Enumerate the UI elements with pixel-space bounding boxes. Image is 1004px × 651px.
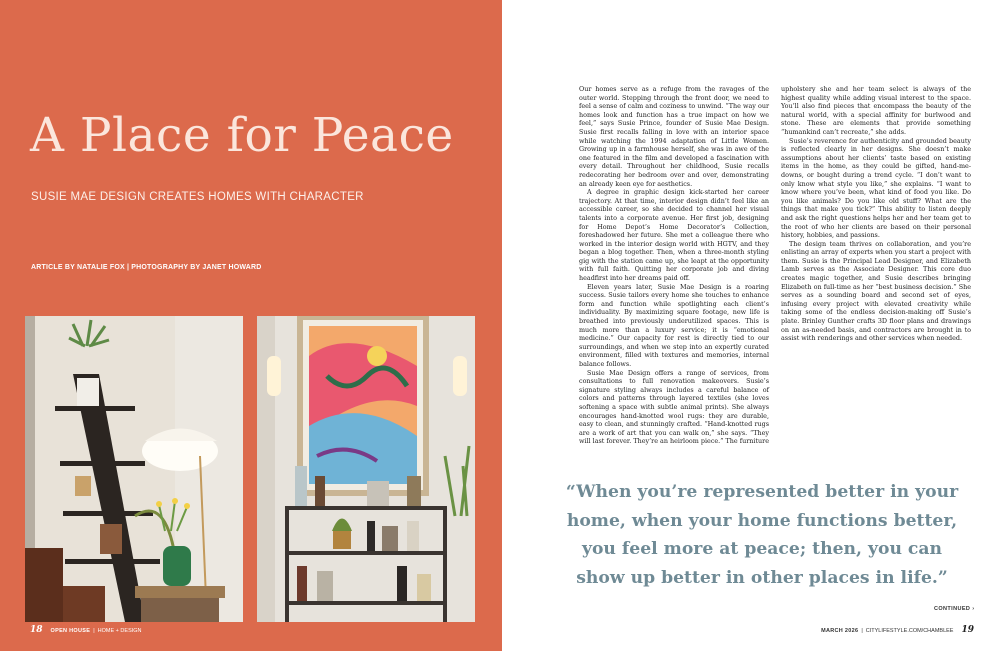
photo-shelf-and-lamp	[25, 316, 243, 622]
body-paragraph: Susie’s reverence for authenticity and grounded beauty is reflected clearly in her designs. She doesn’t make assumptions about her clients’ taste based on existing items in the home, as they could be gifted, hand-me-downs, or bought during a trend cycle. “I don’t want to only know what style you like,” she explains. “I want to know where you’ve been, what kind of food you like. Do you like animals? Do you like old stuff? What are the things that make you tick?” This ability to listen deeply and ask the right questions helps her and her team get to the root of who her clients are based on their personal history, hobbies, and passions.	[781, 136, 971, 240]
footer-separator: |	[93, 628, 95, 634]
section-name: HOME + DESIGN	[97, 628, 142, 634]
page-number-left: 18	[30, 625, 43, 635]
footer-left	[30, 625, 142, 635]
body-paragraph: Eleven years later, Susie Mae Design is a roaring success. Susie tailors every home she touches to enhance form and function while spotlighting each client’s individuality. By maximizing square footage, new life is breathed into previously underutilized spaces. This is much more than a luxury service; it is “emotional medicine.” Our capacity for rest is directly tied to our surroundings, and when we step into an expertly curated environment, filled with textures and memories, internal balance follows.	[579, 282, 769, 368]
magazine-name: OPEN HOUSE	[50, 628, 91, 634]
right-page	[502, 0, 1004, 651]
body-paragraph: A degree in graphic design kick-started her career trajectory. At that time, interior design didn’t feel like an accessible career, so she decided to channel her visual talents into a corporate avenue. Her first job, designing for Home Depot’s Home Decorator’s Collection, foreshadowed her future. She met a colleague there who worked in the interior design world with HGTV, and they began a blog together. Then, when a three-month styling gig with the station came up, she leapt at the opportunity with full faith. Quitting her corporate job and diving headfirst into her dreams paid off.	[579, 188, 769, 283]
article-subtitle: SUSIE MAE DESIGN CREATES HOMES WITH CHARACTER	[31, 191, 364, 203]
photo-bar-cart-and-art-image	[257, 316, 475, 622]
body-paragraph: Susie Mae Design offers a range of services, from consultations to full renovation makeovers. Susie’s signature styling always includes a careful balance of colors and patterns through layered textiles (she loves softening a space with subtle animal prints). She always encourages hand-knotted wool rugs: they are durable, easy to clean, and stunningly crafted. “Hand-knotted rugs are a work of art that you can walk on,” she says. “They will last forever. They’re an heirloom piece.” The furniture upholstery she and her team select is always of the highest quality while adding visual interest to the space. You’ll also find pieces that encompass the beauty of the natural world, with a special affinity for burlwood and stone. These are elements that provide something “humankind can’t recreate,” she adds.	[579, 85, 971, 446]
article-body	[579, 85, 971, 447]
issue-date: MARCH 2026	[821, 628, 859, 634]
website-url[interactable]: CITYLIFESTYLE.COM/CHAMBLEE	[865, 628, 954, 634]
photo-bar-cart-and-art	[257, 316, 475, 622]
continued-link[interactable]: CONTINUED ›	[934, 606, 975, 612]
footer-right	[821, 625, 974, 635]
body-paragraph: The design team thrives on collaboration, and you’re enlisting an array of experts when you start a project with them. Susie is the Principal Lead Designer, and Elizabeth Lamb serves as the Associate Designer. This core duo creates magic together, and Susie describes bringing Elizabeth on full-time as her “best business decision.” She serves as a sounding board and second set of eyes, infusing every project with elevated creativity while taking some of the endless decision-making off Susie’s plate. Brinley Gunther crafts 3D floor plans and drawings on an as-needed basis, and contractors are brought in to assist with renderings and other services when needed.	[781, 239, 971, 343]
footer-separator: |	[861, 628, 863, 634]
article-credits: ARTICLE BY NATALIE FOX | PHOTOGRAPHY BY JANET HOWARD	[31, 264, 262, 271]
body-paragraph: Our homes serve as a refuge from the ravages of the outer world. Stepping through the front door, we need to feel a sense of calm and coziness to unwind. “The way our homes look and function has a true impact on how we feel,” says Susie Prince, founder of Susie Mae Design. Susie first recalls falling in love with an interior space while watching the 1994 adaptation of Little Women. Growing up in a farmhouse herself, she was in awe of the one featured in the film and developed a fascination with every detail. Throughout her childhood, Susie recalls redecorating her bedroom over and over, demonstrating an already keen eye for aesthetics.	[579, 85, 769, 188]
article-title: A Place for Peace	[30, 108, 454, 163]
page-number-right: 19	[961, 625, 974, 635]
pull-quote: “When you’re represented better in your home, when your home functions better, you feel more at peace; then, you can show up better in other places in life.”	[565, 482, 959, 588]
photo-shelf-and-lamp-image	[25, 316, 243, 622]
